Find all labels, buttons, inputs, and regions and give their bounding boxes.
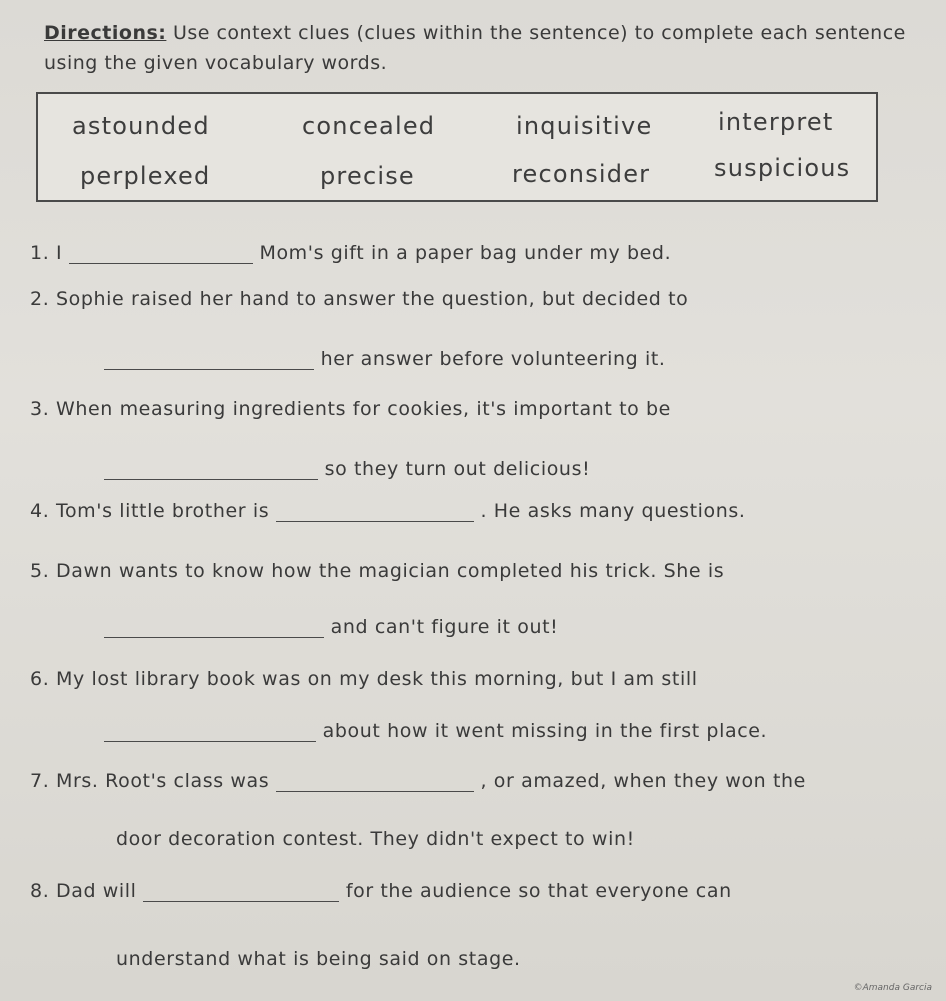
word-bank-item: astounded bbox=[72, 112, 210, 140]
word-bank-item: interpret bbox=[718, 108, 834, 136]
question-6 bbox=[30, 668, 698, 690]
question-3 bbox=[30, 398, 671, 420]
directions-text: Use context clues (clues within the sentence) to complete each sentence using the given vocabulary words. bbox=[44, 22, 906, 74]
word-bank-item: suspicious bbox=[714, 154, 851, 182]
question-text-after: Mom's gift in a paper bag under my bed. bbox=[259, 242, 672, 264]
question-text-after: so they turn out delicious! bbox=[324, 458, 591, 480]
question-2-line2 bbox=[104, 348, 666, 370]
question-text: My lost library book was on my desk this morning, but I am still bbox=[55, 668, 698, 690]
question-8-line2 bbox=[116, 948, 521, 970]
question-number: 3. bbox=[30, 398, 50, 420]
question-7-line2 bbox=[116, 828, 635, 850]
copyright-footer: ©Amanda Garcia bbox=[853, 983, 932, 993]
question-text: door decoration contest. They didn't expect to win! bbox=[116, 828, 635, 850]
word-bank-item: concealed bbox=[302, 112, 436, 140]
answer-blank[interactable] bbox=[69, 243, 253, 264]
question-5 bbox=[30, 560, 724, 582]
directions-lead: Directions: bbox=[44, 22, 167, 44]
question-4 bbox=[30, 500, 746, 522]
question-text-after: , or amazed, when they won the bbox=[480, 770, 806, 792]
question-number: 7. bbox=[30, 770, 50, 792]
answer-blank[interactable] bbox=[143, 881, 339, 902]
word-bank bbox=[36, 92, 878, 202]
question-number: 6. bbox=[30, 668, 50, 690]
word-bank-item: reconsider bbox=[512, 160, 651, 188]
question-5-line2 bbox=[104, 616, 558, 638]
question-2 bbox=[30, 288, 688, 310]
answer-blank[interactable] bbox=[276, 771, 474, 792]
question-text: Dawn wants to know how the magician completed his trick. She is bbox=[55, 560, 725, 582]
question-number: 2. bbox=[30, 288, 50, 310]
word-bank-item: precise bbox=[320, 162, 415, 190]
question-text: When measuring ingredients for cookies, it's important to be bbox=[55, 398, 671, 420]
question-number: 1. bbox=[30, 242, 50, 264]
question-1 bbox=[30, 242, 671, 264]
question-number: 5. bbox=[30, 560, 50, 582]
question-number: 8. bbox=[30, 880, 50, 902]
answer-blank[interactable] bbox=[104, 721, 316, 742]
question-text-after: about how it went missing in the first place. bbox=[322, 720, 768, 742]
question-text-after: . He asks many questions. bbox=[480, 500, 746, 522]
directions bbox=[44, 18, 914, 78]
question-text-after: and can't figure it out! bbox=[330, 616, 559, 638]
word-bank-item: inquisitive bbox=[516, 112, 653, 140]
answer-blank[interactable] bbox=[276, 501, 474, 522]
question-text-before: Mrs. Root's class was bbox=[55, 770, 270, 792]
question-8 bbox=[30, 880, 732, 902]
question-6-line2 bbox=[104, 720, 767, 742]
question-text: understand what is being said on stage. bbox=[116, 948, 521, 970]
question-3-line2 bbox=[104, 458, 590, 480]
question-7 bbox=[30, 770, 806, 792]
question-text-before: Dad will bbox=[55, 880, 137, 902]
question-text: Sophie raised her hand to answer the question, but decided to bbox=[55, 288, 689, 310]
answer-blank[interactable] bbox=[104, 617, 324, 638]
answer-blank[interactable] bbox=[104, 349, 314, 370]
word-bank-item: perplexed bbox=[80, 162, 211, 190]
question-text-before: I bbox=[55, 242, 63, 264]
question-text-before: Tom's little brother is bbox=[55, 500, 270, 522]
answer-blank[interactable] bbox=[104, 459, 318, 480]
question-number: 4. bbox=[30, 500, 50, 522]
question-text-after: for the audience so that everyone can bbox=[345, 880, 732, 902]
question-text-after: her answer before volunteering it. bbox=[320, 348, 666, 370]
